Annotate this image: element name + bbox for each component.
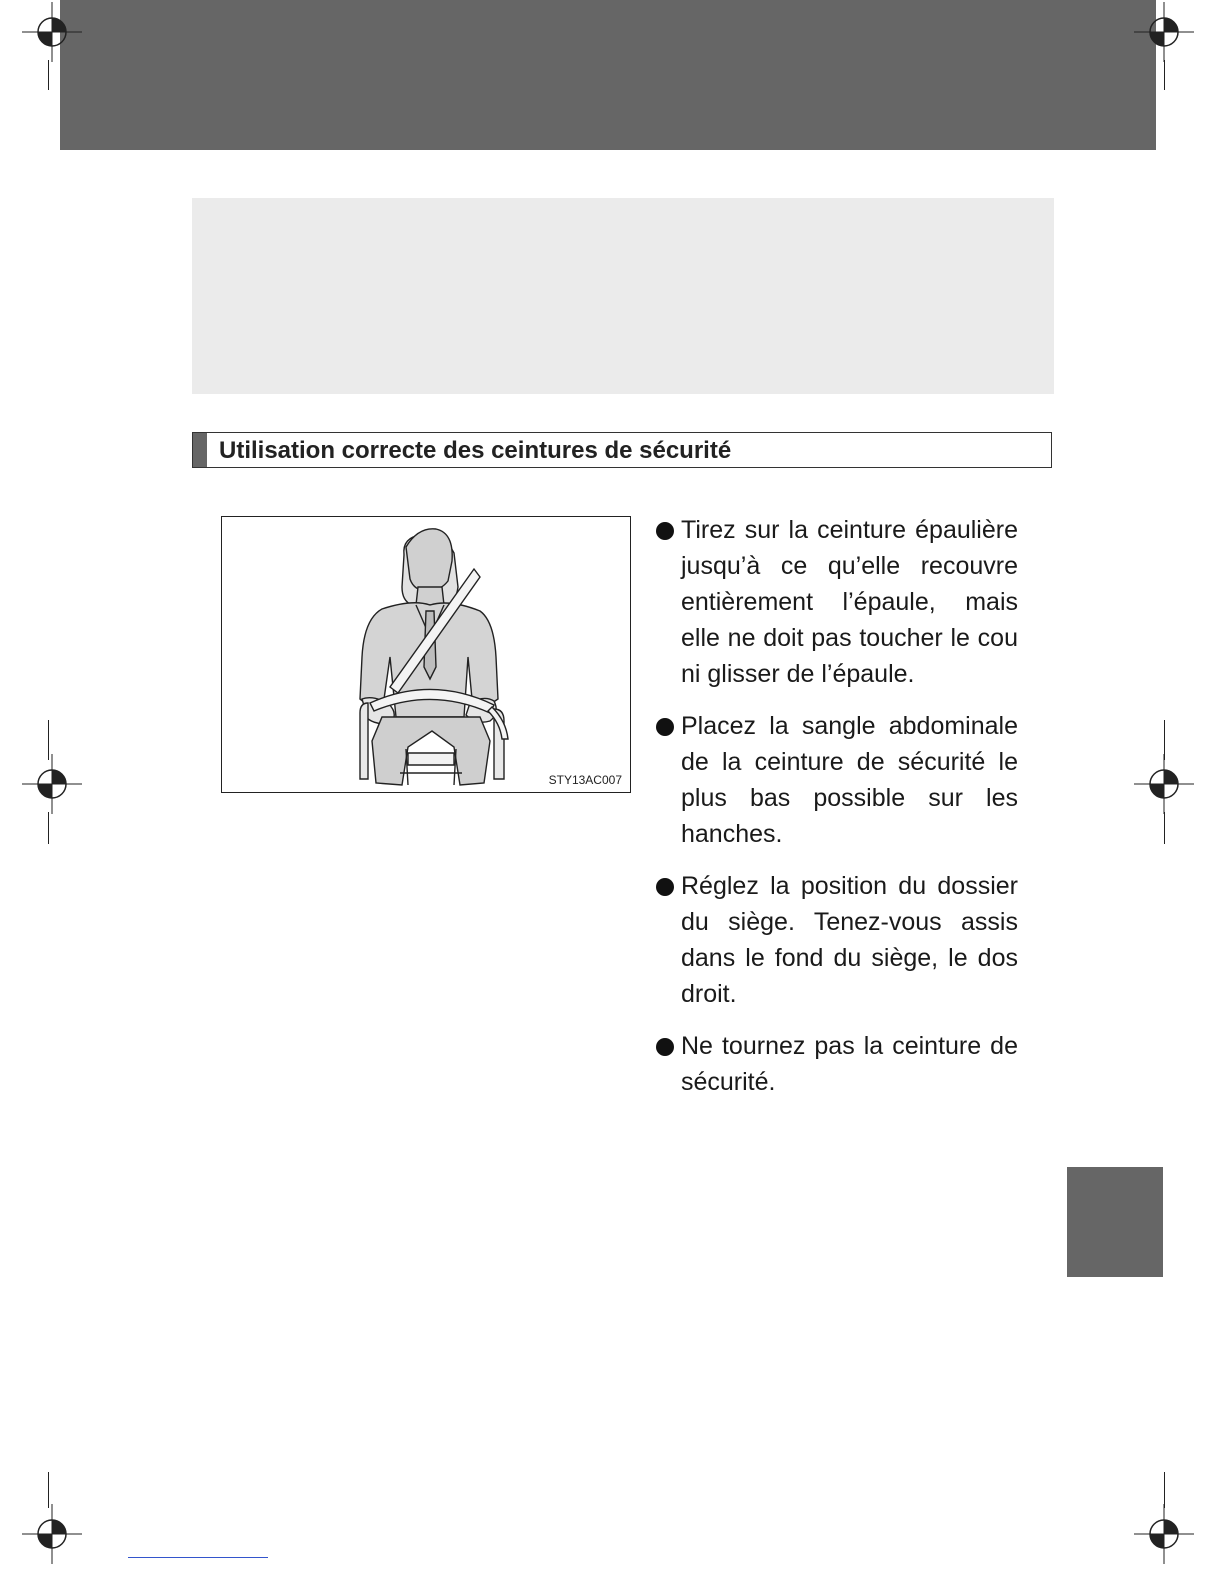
list-item: [652, 512, 1018, 692]
heading-accent-bar: [193, 433, 207, 467]
registration-mark-icon: [1134, 1504, 1194, 1564]
list-item: [652, 1028, 1018, 1100]
registration-mark-icon: [22, 754, 82, 814]
seatbelt-illustration: [221, 516, 631, 793]
list-item: [652, 868, 1018, 1012]
chapter-tab: [1067, 1167, 1163, 1277]
figure-code: STY13AC007: [548, 773, 622, 787]
crop-mark: [1164, 720, 1165, 760]
instruction-text: Placez la sangle abdominale de la ceinture de sécurité le plus bas possible sur les hanches.: [681, 712, 1018, 848]
crop-mark: [1164, 812, 1165, 844]
note-box: [192, 198, 1054, 394]
footer-rule: [128, 1557, 268, 1558]
registration-mark-icon: [1134, 2, 1194, 62]
seated-person-figure: [222, 517, 630, 792]
crop-mark: [1164, 60, 1165, 90]
crop-mark: [48, 720, 49, 760]
crop-mark: [48, 1472, 49, 1508]
crop-mark: [48, 812, 49, 844]
bullet-icon: [656, 1038, 674, 1056]
crop-mark: [1164, 1472, 1165, 1508]
instruction-list: [652, 512, 1018, 1116]
instruction-text: Ne tournez pas la ceinture de sécurité.: [681, 1032, 1018, 1096]
registration-mark-icon: [1134, 754, 1194, 814]
bullet-icon: [656, 718, 674, 736]
section-title: Utilisation correcte des ceintures de sécurité: [219, 437, 732, 464]
instruction-text: Réglez la position du dossier du siège. Tenez-vous assis dans le fond du siège, le dos droit.: [681, 872, 1018, 1008]
list-item: [652, 708, 1018, 852]
instruction-text: Tirez sur la ceinture épaulière jusqu’à ce qu’elle recouvre entièrement l’épaule, mais elle ne doit pas toucher le cou ni glisser de l’épaule.: [681, 516, 1018, 688]
bullet-icon: [656, 522, 674, 540]
registration-mark-icon: [22, 1504, 82, 1564]
registration-mark-icon: [22, 2, 82, 62]
header-band: [60, 0, 1156, 150]
section-heading: [192, 432, 1052, 468]
bullet-icon: [656, 878, 674, 896]
crop-mark: [48, 60, 49, 90]
